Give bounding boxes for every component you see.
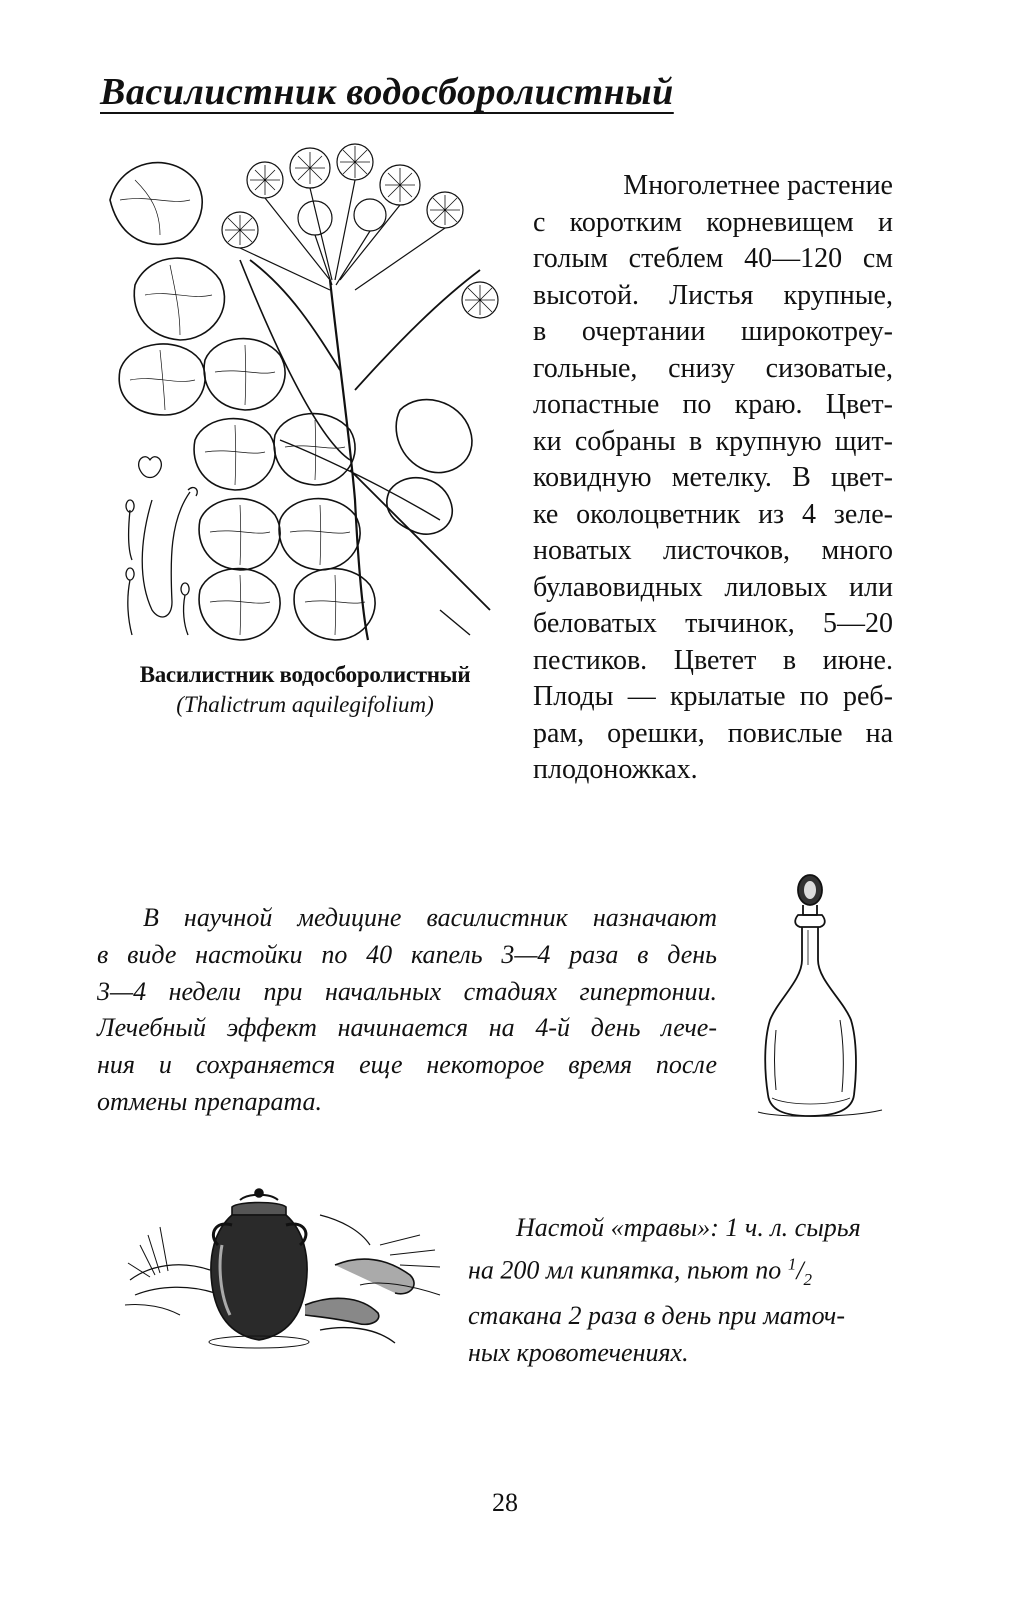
fraction-one-half: $^1/_2$ [787, 1254, 813, 1290]
description-line: Плоды — крылатые по реб- [533, 681, 893, 712]
recipe-paragraph [468, 1210, 894, 1371]
description-line: булавовидных лиловых или [533, 571, 893, 603]
recipe-line: Настой «травы»: 1 ч. л. сырья [516, 1213, 861, 1242]
description-line: высотой. Листья крупные, [533, 279, 893, 311]
plant-description [533, 168, 893, 789]
description-line: гольные, снизу сизоватые, [533, 352, 893, 384]
page-number: 28 [492, 1488, 518, 1517]
description-line: рам, орешки, повислые на [533, 717, 893, 749]
description-line: лопастные по краю. Цвет- [533, 389, 893, 420]
description-line: ке околоцветник из 4 зеле- [533, 498, 893, 530]
description-line: ки собраны в крупную щит- [533, 425, 893, 457]
recipe-line-text: на 200 мл кипятка, пьют по [468, 1255, 788, 1285]
medicine-line: 3—4 недели при начальных стадиях гипертонии. [97, 976, 717, 1006]
medicine-line: В научной медицине василистник назначают [143, 903, 717, 932]
description-line: Многолетнее растение [623, 170, 893, 201]
caption-latin-name: (Thalictrum aquilegifolium) [176, 692, 434, 717]
recipe-line [468, 1246, 894, 1298]
description-line: ковидную метелку. В цвет- [533, 462, 893, 493]
description-line: пестиков. Цветет в июне. [533, 644, 893, 676]
page-title: Василистник водосборолистный [100, 71, 674, 113]
medicine-line: в виде настойки по 40 капель 3—4 раза в день [97, 939, 717, 969]
caption-plant-name: Василистник водосборолистный [139, 662, 471, 687]
fraction-denominator: 2 [803, 1270, 813, 1290]
medicine-paragraph [97, 900, 717, 1121]
fraction-numerator: 1 [787, 1254, 797, 1274]
description-line: голым стеблем 40—120 см [533, 243, 893, 274]
pot-illustration [120, 1185, 450, 1360]
medicine-line: Лечебный эффект начинается на 4-й день лече- [97, 1013, 717, 1043]
description-line: в очертании широкотреу- [533, 316, 893, 347]
medicine-line: отмены препарата. [97, 1086, 323, 1116]
figure-caption [100, 660, 510, 720]
description-line: с коротким корневищем и [533, 206, 893, 238]
description-line: новатых листочков, много [533, 535, 893, 566]
recipe-line: ных кровотечениях. [468, 1337, 689, 1367]
bottle-illustration [748, 870, 888, 1125]
medicine-line: ния и сохраняется еще некоторое время после [97, 1050, 717, 1080]
plant-illustration [100, 140, 510, 645]
recipe-line: стакана 2 раза в день при маточ- [468, 1301, 845, 1331]
description-line: беловатых тычинок, 5—20 [533, 608, 893, 639]
description-line: плодоножках. [533, 754, 698, 785]
